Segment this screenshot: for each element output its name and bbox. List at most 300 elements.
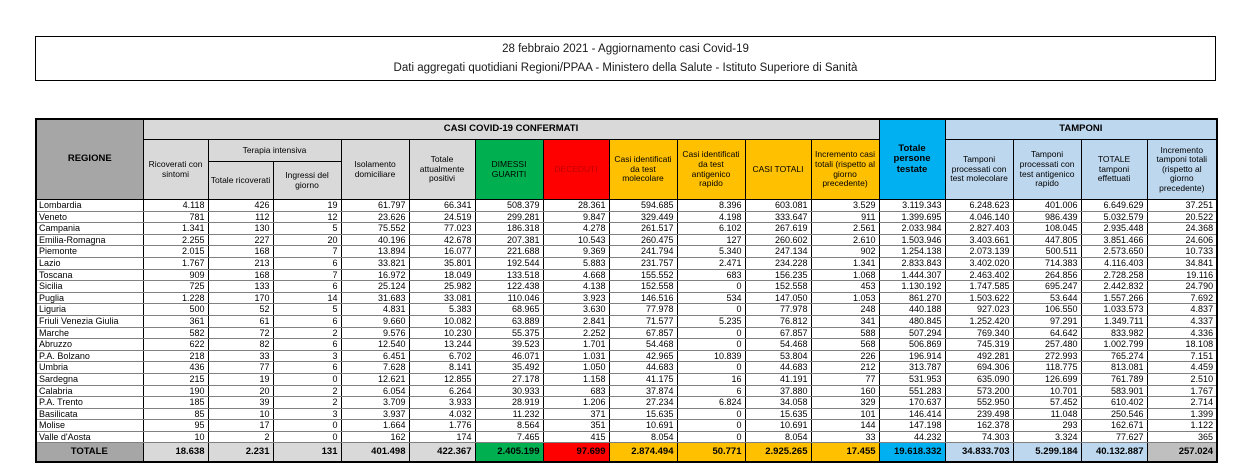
- col-header-casi-test-molecolare: Casi identificati da test molecolare: [609, 140, 677, 200]
- value-cell: 53.804: [745, 350, 811, 362]
- value-cell: 695.247: [1013, 281, 1081, 293]
- report-title: 28 febbraio 2021 - Aggiornamento casi Covid-19: [502, 43, 749, 56]
- table-row: [36, 257, 1217, 269]
- value-cell: 8.396: [677, 200, 745, 212]
- value-cell: 160: [811, 385, 879, 397]
- value-cell: 3: [273, 350, 341, 362]
- value-cell: 24.790: [1147, 281, 1217, 293]
- value-cell: 25.982: [409, 281, 475, 293]
- value-cell: 0: [273, 431, 341, 443]
- value-cell: 6: [677, 385, 745, 397]
- value-cell: 3.709: [341, 397, 409, 409]
- totale-value-cell: 2.874.494: [609, 443, 677, 463]
- value-cell: 33.081: [409, 292, 475, 304]
- value-cell: 15.635: [745, 408, 811, 420]
- value-cell: 1.399.695: [879, 211, 945, 223]
- value-cell: 500: [143, 304, 208, 316]
- value-cell: 41.175: [609, 373, 677, 385]
- value-cell: 313.787: [879, 362, 945, 374]
- value-cell: 12.540: [341, 339, 409, 351]
- value-cell: 329: [811, 397, 879, 409]
- value-cell: 415: [543, 431, 609, 443]
- value-cell: 594.685: [609, 200, 677, 212]
- value-cell: 4.198: [677, 211, 745, 223]
- value-cell: 8.141: [409, 362, 475, 374]
- table-row: [36, 397, 1217, 409]
- totale-value-cell: 34.833.703: [945, 443, 1013, 463]
- value-cell: 168: [208, 246, 273, 258]
- value-cell: 250.546: [1081, 408, 1147, 420]
- value-cell: 4.138: [543, 281, 609, 293]
- value-cell: 41.191: [745, 373, 811, 385]
- region-name: Lombardia: [36, 200, 143, 212]
- table-row: [36, 269, 1217, 281]
- value-cell: 190: [143, 385, 208, 397]
- value-cell: 9.847: [543, 211, 609, 223]
- value-cell: 27.178: [475, 373, 543, 385]
- value-cell: 2.442.832: [1081, 281, 1147, 293]
- value-cell: 33: [208, 350, 273, 362]
- value-cell: 694.306: [945, 362, 1013, 374]
- value-cell: 0: [677, 339, 745, 351]
- value-cell: 603.081: [745, 200, 811, 212]
- value-cell: 4.668: [543, 269, 609, 281]
- col-header-tamponi-antigenico: Tamponi processati con test antigenico rapido: [1013, 140, 1081, 200]
- value-cell: 28.919: [475, 397, 543, 409]
- value-cell: 2.252: [543, 327, 609, 339]
- value-cell: 12.621: [341, 373, 409, 385]
- value-cell: 6: [273, 362, 341, 374]
- value-cell: 1.252.420: [945, 315, 1013, 327]
- value-cell: 34.841: [1147, 257, 1217, 269]
- value-cell: 6.649.629: [1081, 200, 1147, 212]
- value-cell: 231.757: [609, 257, 677, 269]
- value-cell: 2.714: [1147, 397, 1217, 409]
- value-cell: 1.002.799: [1081, 339, 1147, 351]
- value-cell: 247.134: [745, 246, 811, 258]
- totale-value-cell: 257.024: [1147, 443, 1217, 463]
- value-cell: 33.821: [341, 257, 409, 269]
- report-header-box: [35, 36, 1216, 81]
- value-cell: 23.626: [341, 211, 409, 223]
- region-name: P.A. Trento: [36, 397, 143, 409]
- value-cell: 186.318: [475, 223, 543, 235]
- table-row: [36, 408, 1217, 420]
- table-row: [36, 385, 1217, 397]
- value-cell: 568: [811, 339, 879, 351]
- value-cell: 534: [677, 292, 745, 304]
- value-cell: 4.278: [543, 223, 609, 235]
- value-cell: 10.543: [543, 234, 609, 246]
- value-cell: 1.767: [143, 257, 208, 269]
- value-cell: 12: [273, 211, 341, 223]
- value-cell: 1.122: [1147, 420, 1217, 432]
- value-cell: 610.402: [1081, 397, 1147, 409]
- value-cell: 2.728.258: [1081, 269, 1147, 281]
- value-cell: 7.151: [1147, 350, 1217, 362]
- col-header-casi-test-antigenico: Casi identificati da test antigenico rapido: [677, 140, 745, 200]
- totale-row: [36, 443, 1217, 463]
- value-cell: 6.702: [409, 350, 475, 362]
- value-cell: 1.557.266: [1081, 292, 1147, 304]
- value-cell: 5.340: [677, 246, 745, 258]
- value-cell: 583.901: [1081, 385, 1147, 397]
- value-cell: 6.102: [677, 223, 745, 235]
- value-cell: 260.602: [745, 234, 811, 246]
- value-cell: 683: [543, 385, 609, 397]
- table-row: [36, 315, 1217, 327]
- value-cell: 401.006: [1013, 200, 1081, 212]
- value-cell: 168: [208, 269, 273, 281]
- value-cell: 3.851.466: [1081, 234, 1147, 246]
- region-name: Calabria: [36, 385, 143, 397]
- value-cell: 1.031: [543, 350, 609, 362]
- totale-value-cell: 422.367: [409, 443, 475, 463]
- value-cell: 1.130.192: [879, 281, 945, 293]
- table-row: [36, 200, 1217, 212]
- value-cell: 8.564: [475, 420, 543, 432]
- col-header-ingressi-del-giorno: Ingressi del giorno: [273, 162, 341, 200]
- value-cell: 6: [273, 339, 341, 351]
- value-cell: 152.558: [745, 281, 811, 293]
- value-cell: 101: [811, 408, 879, 420]
- value-cell: 861.270: [879, 292, 945, 304]
- value-cell: 33: [811, 431, 879, 443]
- value-cell: 212: [811, 362, 879, 374]
- value-cell: 44.683: [609, 362, 677, 374]
- value-cell: 39: [208, 397, 273, 409]
- value-cell: 453: [811, 281, 879, 293]
- value-cell: 1.776: [409, 420, 475, 432]
- value-cell: 7.628: [341, 362, 409, 374]
- value-cell: 25.124: [341, 281, 409, 293]
- value-cell: 902: [811, 246, 879, 258]
- value-cell: 77.978: [609, 304, 677, 316]
- value-cell: 55.375: [475, 327, 543, 339]
- col-header-dimessi-guariti: DIMESSI GUARITI: [475, 140, 543, 200]
- value-cell: 1.341: [811, 257, 879, 269]
- region-name: Abruzzo: [36, 339, 143, 351]
- value-cell: 18.108: [1147, 339, 1217, 351]
- value-cell: 293: [1013, 420, 1081, 432]
- value-cell: 833.982: [1081, 327, 1147, 339]
- value-cell: 0: [677, 431, 745, 443]
- totale-value-cell: 97.699: [543, 443, 609, 463]
- section-header-tamponi: TAMPONI: [945, 119, 1217, 140]
- region-name: Sardegna: [36, 373, 143, 385]
- table-row: [36, 211, 1217, 223]
- value-cell: 13.894: [341, 246, 409, 258]
- value-cell: 10.691: [609, 420, 677, 432]
- value-cell: 2: [208, 431, 273, 443]
- value-cell: 77.978: [745, 304, 811, 316]
- value-cell: 1.341: [143, 223, 208, 235]
- value-cell: 18.049: [409, 269, 475, 281]
- value-cell: 64.642: [1013, 327, 1081, 339]
- value-cell: 927.023: [945, 304, 1013, 316]
- value-cell: 146.516: [609, 292, 677, 304]
- value-cell: 2.833.843: [879, 257, 945, 269]
- value-cell: 1.664: [341, 420, 409, 432]
- totale-value-cell: 5.299.184: [1013, 443, 1081, 463]
- table-row: [36, 362, 1217, 374]
- value-cell: 0: [273, 373, 341, 385]
- value-cell: 6: [273, 281, 341, 293]
- value-cell: 761.789: [1081, 373, 1147, 385]
- value-cell: 24.519: [409, 211, 475, 223]
- value-cell: 7: [273, 269, 341, 281]
- table-row: [36, 339, 1217, 351]
- value-cell: 1.068: [811, 269, 879, 281]
- col-header-incremento-casi: Incremento casi totali (rispetto al giorno precedente): [811, 140, 879, 200]
- value-cell: 480.845: [879, 315, 945, 327]
- value-cell: 61.797: [341, 200, 409, 212]
- value-cell: 745.319: [945, 339, 1013, 351]
- value-cell: 4.032: [409, 408, 475, 420]
- value-cell: 8.054: [745, 431, 811, 443]
- value-cell: 1.158: [543, 373, 609, 385]
- value-cell: 40.196: [341, 234, 409, 246]
- value-cell: 552.950: [945, 397, 1013, 409]
- table-row: [36, 292, 1217, 304]
- value-cell: 781: [143, 211, 208, 223]
- value-cell: 57.452: [1013, 397, 1081, 409]
- value-cell: 257.480: [1013, 339, 1081, 351]
- value-cell: 20.522: [1147, 211, 1217, 223]
- value-cell: 174: [409, 431, 475, 443]
- value-cell: 3.119.343: [879, 200, 945, 212]
- value-cell: 17: [208, 420, 273, 432]
- value-cell: 3.937: [341, 408, 409, 420]
- table-row: [36, 350, 1217, 362]
- value-cell: 52: [208, 304, 273, 316]
- region-name: P.A. Bolzano: [36, 350, 143, 362]
- value-cell: 77.023: [409, 223, 475, 235]
- value-cell: 0: [677, 362, 745, 374]
- report-subtitle: Dati aggregati quotidiani Regioni/PPAA - Ministero della Salute - Istituto Superiore di Sanità: [393, 61, 858, 74]
- value-cell: 146.414: [879, 408, 945, 420]
- value-cell: 37.251: [1147, 200, 1217, 212]
- value-cell: 63.889: [475, 315, 543, 327]
- value-cell: 11.232: [475, 408, 543, 420]
- value-cell: 4.336: [1147, 327, 1217, 339]
- value-cell: 909: [143, 269, 208, 281]
- value-cell: 440.188: [879, 304, 945, 316]
- value-cell: 426: [208, 200, 273, 212]
- value-cell: 365: [1147, 431, 1217, 443]
- value-cell: 112: [208, 211, 273, 223]
- value-cell: 221.688: [475, 246, 543, 258]
- value-cell: 3.403.661: [945, 234, 1013, 246]
- value-cell: 227: [208, 234, 273, 246]
- region-name: Liguria: [36, 304, 143, 316]
- value-cell: 72: [208, 327, 273, 339]
- value-cell: 5.032.579: [1081, 211, 1147, 223]
- col-header-ricoverati-con-sintomi: Ricoverati con sintomi: [143, 140, 208, 200]
- value-cell: 31.683: [341, 292, 409, 304]
- value-cell: 10: [208, 408, 273, 420]
- value-cell: 2.841: [543, 315, 609, 327]
- covid-data-table: [35, 118, 1218, 463]
- value-cell: 24.368: [1147, 223, 1217, 235]
- col-header-incremento-tamponi: Incremento tamponi totali (rispetto al giorno precedente): [1147, 140, 1217, 200]
- value-cell: 1.701: [543, 339, 609, 351]
- region-name: Lazio: [36, 257, 143, 269]
- value-cell: 765.274: [1081, 350, 1147, 362]
- region-name: Piemonte: [36, 246, 143, 258]
- region-name: Puglia: [36, 292, 143, 304]
- value-cell: 1.767: [1147, 385, 1217, 397]
- col-header-totale-tamponi: TOTALE tamponi effettuati: [1081, 140, 1147, 200]
- value-cell: 2.033.984: [879, 223, 945, 235]
- value-cell: 260.475: [609, 234, 677, 246]
- region-name: Umbria: [36, 362, 143, 374]
- value-cell: 75.552: [341, 223, 409, 235]
- value-cell: 67.857: [745, 327, 811, 339]
- value-cell: 234.228: [745, 257, 811, 269]
- value-cell: 170.637: [879, 397, 945, 409]
- value-cell: 714.383: [1013, 257, 1081, 269]
- totale-label: TOTALE: [36, 443, 143, 463]
- value-cell: 573.200: [945, 385, 1013, 397]
- col-header-totale-persone-testate: Totale persone testate: [879, 119, 945, 200]
- table-row: [36, 327, 1217, 339]
- value-cell: 133.518: [475, 269, 543, 281]
- region-name: Basilicata: [36, 408, 143, 420]
- col-header-deceduti: DECEDUTI: [543, 140, 609, 200]
- table-row: [36, 304, 1217, 316]
- value-cell: 46.071: [475, 350, 543, 362]
- totale-value-cell: 2.231: [208, 443, 273, 463]
- value-cell: 9.576: [341, 327, 409, 339]
- value-cell: 3.923: [543, 292, 609, 304]
- value-cell: 1.206: [543, 397, 609, 409]
- value-cell: 82: [208, 339, 273, 351]
- totale-value-cell: 40.132.887: [1081, 443, 1147, 463]
- value-cell: 152.558: [609, 281, 677, 293]
- value-cell: 3.933: [409, 397, 475, 409]
- table-row: [36, 223, 1217, 235]
- value-cell: 34.058: [745, 397, 811, 409]
- col-header-tamponi-molecolare: Tamponi processati con test molecolare: [945, 140, 1013, 200]
- value-cell: 144: [811, 420, 879, 432]
- value-cell: 10.082: [409, 315, 475, 327]
- value-cell: 37.874: [609, 385, 677, 397]
- value-cell: 2.610: [811, 234, 879, 246]
- value-cell: 911: [811, 211, 879, 223]
- value-cell: 7: [273, 246, 341, 258]
- value-cell: 333.647: [745, 211, 811, 223]
- value-cell: 0: [677, 304, 745, 316]
- value-cell: 126.699: [1013, 373, 1081, 385]
- value-cell: 2.471: [677, 257, 745, 269]
- totale-value-cell: 2.405.199: [475, 443, 543, 463]
- value-cell: 30.933: [475, 385, 543, 397]
- value-cell: 77: [811, 373, 879, 385]
- value-cell: 0: [677, 408, 745, 420]
- totale-value-cell: 131: [273, 443, 341, 463]
- value-cell: 185: [143, 397, 208, 409]
- value-cell: 4.459: [1147, 362, 1217, 374]
- value-cell: 16: [677, 373, 745, 385]
- value-cell: 110.046: [475, 292, 543, 304]
- value-cell: 6.264: [409, 385, 475, 397]
- value-cell: 35.801: [409, 257, 475, 269]
- value-cell: 813.081: [1081, 362, 1147, 374]
- value-cell: 27.234: [609, 397, 677, 409]
- value-cell: 44.683: [745, 362, 811, 374]
- value-cell: 7.465: [475, 431, 543, 443]
- totale-value-cell: 2.925.265: [745, 443, 811, 463]
- value-cell: 95: [143, 420, 208, 432]
- value-cell: 725: [143, 281, 208, 293]
- totale-value-cell: 17.455: [811, 443, 879, 463]
- value-cell: 261.517: [609, 223, 677, 235]
- value-cell: 162.671: [1081, 420, 1147, 432]
- value-cell: 1.254.138: [879, 246, 945, 258]
- value-cell: 12.855: [409, 373, 475, 385]
- value-cell: 2.463.402: [945, 269, 1013, 281]
- value-cell: 341: [811, 315, 879, 327]
- value-cell: 5: [273, 304, 341, 316]
- value-cell: 24.606: [1147, 234, 1217, 246]
- value-cell: 192.544: [475, 257, 543, 269]
- value-cell: 10.691: [745, 420, 811, 432]
- header-sub-row: [36, 140, 1217, 162]
- value-cell: 2: [273, 397, 341, 409]
- value-cell: 4.837: [1147, 304, 1217, 316]
- value-cell: 147.050: [745, 292, 811, 304]
- value-cell: 54.468: [745, 339, 811, 351]
- table-row: [36, 246, 1217, 258]
- value-cell: 1.503.946: [879, 234, 945, 246]
- value-cell: 77: [208, 362, 273, 374]
- value-cell: 447.805: [1013, 234, 1081, 246]
- value-cell: 196.914: [879, 350, 945, 362]
- value-cell: 20: [273, 234, 341, 246]
- value-cell: 1.033.573: [1081, 304, 1147, 316]
- value-cell: 226: [811, 350, 879, 362]
- value-cell: 207.381: [475, 234, 543, 246]
- value-cell: 8.054: [609, 431, 677, 443]
- region-name: Marche: [36, 327, 143, 339]
- value-cell: 16.077: [409, 246, 475, 258]
- value-cell: 2.935.448: [1081, 223, 1147, 235]
- value-cell: 5: [273, 223, 341, 235]
- value-cell: 118.775: [1013, 362, 1081, 374]
- value-cell: 2.561: [811, 223, 879, 235]
- value-cell: 582: [143, 327, 208, 339]
- table-row: [36, 281, 1217, 293]
- value-cell: 2: [273, 385, 341, 397]
- value-cell: 500.511: [1013, 246, 1081, 258]
- value-cell: 239.498: [945, 408, 1013, 420]
- value-cell: 272.993: [1013, 350, 1081, 362]
- value-cell: 2: [273, 327, 341, 339]
- value-cell: 19: [273, 200, 341, 212]
- region-name: Valle d'Aosta: [36, 431, 143, 443]
- value-cell: 371: [543, 408, 609, 420]
- value-cell: 2.573.650: [1081, 246, 1147, 258]
- value-cell: 85: [143, 408, 208, 420]
- col-header-terapia-intensiva: Terapia intensiva: [208, 140, 341, 162]
- value-cell: 0: [677, 281, 745, 293]
- region-name: Friuli Venezia Giulia: [36, 315, 143, 327]
- value-cell: 3.529: [811, 200, 879, 212]
- value-cell: 492.281: [945, 350, 1013, 362]
- value-cell: 2.015: [143, 246, 208, 258]
- value-cell: 155.552: [609, 269, 677, 281]
